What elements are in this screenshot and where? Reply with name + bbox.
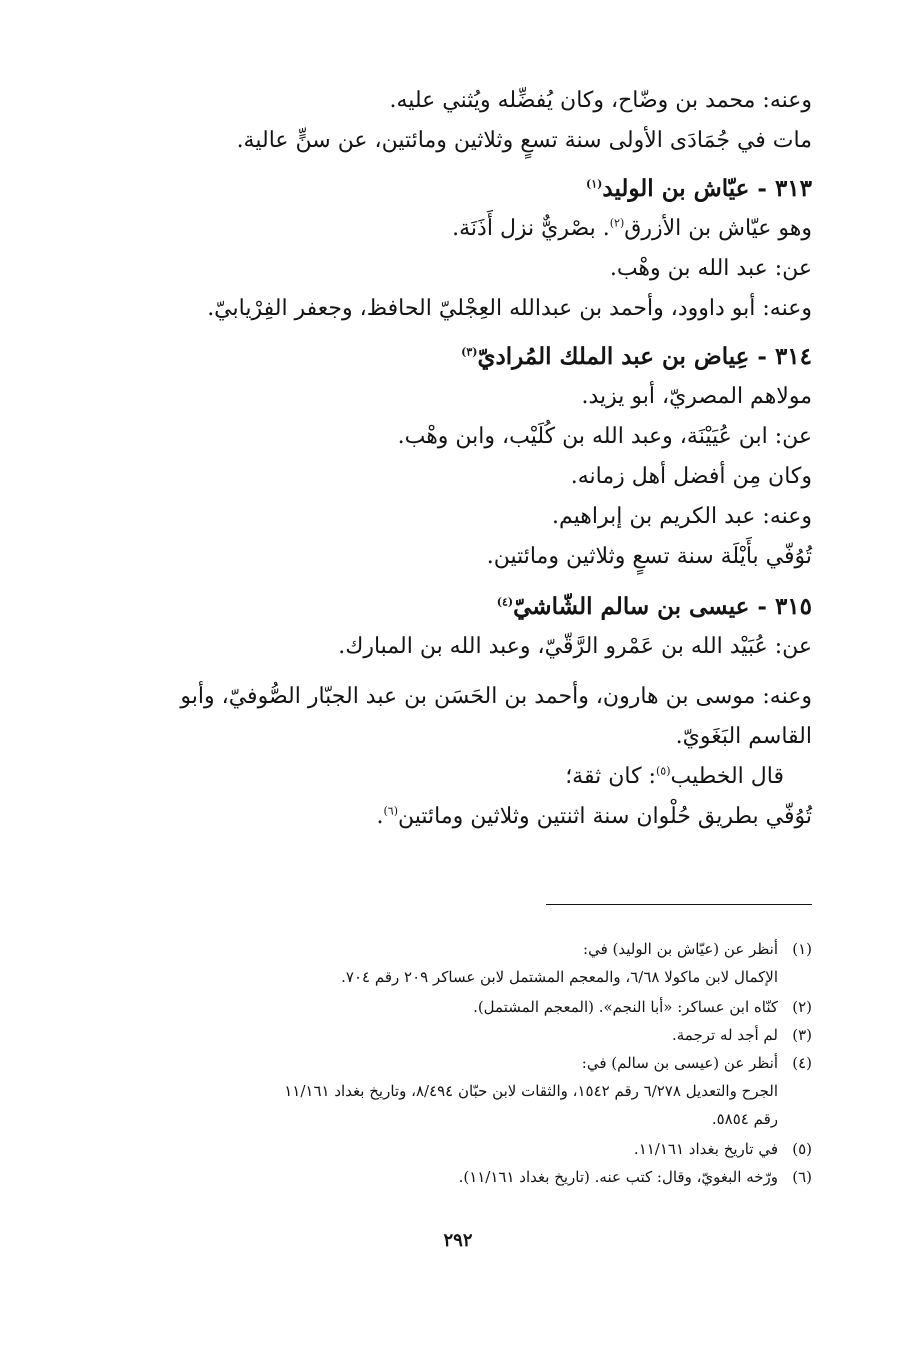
footnote-separator: [546, 904, 812, 905]
footnote-item: [634, 1138, 812, 1160]
text-line: عن: ابن عُيَيْنَة، وعبد الله بن كُلَيْب، وابن وهْب.: [397, 424, 812, 449]
text-line: [376, 802, 812, 832]
text-span: . بصْريٌّ نزل أَذَنَة.: [452, 216, 610, 241]
text-span: تُوُفّي بطريق حُلْوان سنة اثنتين وثلاثين ومائتين: [397, 804, 812, 829]
footnote-ref: (٢): [609, 216, 625, 230]
text-span: وهو عيّاش بن الأزرق: [624, 216, 812, 241]
text-line: مات في جُمَادَى الأولى سنة تسعٍ وثلاثين ومائتين، عن سنٍّ عالية.: [236, 128, 812, 153]
entry-heading-313: [586, 174, 812, 204]
footnote-item: [583, 938, 812, 960]
entry-heading-314: [461, 342, 812, 372]
text-span: .: [376, 804, 384, 829]
footnote-item: [582, 1052, 812, 1074]
text-line: تُوُفّي بأَيْلَة سنة تسعٍ وثلاثين ومائتين.: [486, 544, 812, 569]
text-line: [452, 214, 812, 244]
footnote-number: (١): [792, 940, 812, 958]
text-line: وعنه: أبو داوود، وأحمد بن عبدالله العِجْليّ الحافظ، وجعفر الفِرْيابيّ.: [207, 296, 812, 321]
footnote-item: [473, 996, 812, 1018]
footnote-ref: (٣): [461, 345, 478, 359]
footnote-text: أنظر عن (عيسى بن سالم) في:: [581, 1054, 778, 1072]
footnote-item: [672, 1024, 812, 1046]
footnote-text: في تاريخ بغداد ١١/١٦١.: [633, 1140, 778, 1158]
footnote-ref: (٥): [655, 764, 671, 778]
text-line: وعنه: موسى بن هارون، وأحمد بن الحَسَن بن عبد الجبّار الصُّوفيّ، وأبو: [180, 684, 812, 709]
footnote-number: (٣): [792, 1026, 812, 1044]
footnote-number: (٢): [792, 998, 812, 1016]
text-span: : كان ثقة؛: [565, 764, 656, 789]
text-line: القاسم البَغَويّ.: [675, 724, 812, 749]
heading-text: ٣١٤ - عِياض بن عبد الملك المُراديّ: [477, 343, 812, 370]
text-line: عن: عُبَيْد الله بن عَمْرو الرَّقّيّ، وعبد الله بن المبارك.: [338, 634, 812, 659]
footnote-ref: (١): [586, 177, 603, 191]
footnote-continuation: رقم ٥٨٥٤.: [711, 1110, 778, 1128]
footnote-item: [459, 1166, 812, 1188]
text-line: عن: عبد الله بن وهْب.: [609, 256, 812, 281]
footnote-continuation: الجرح والتعديل ٦/٢٧٨ رقم ١٥٤٢، والثقات لابن حبّان ٨/٤٩٤، وتاريخ بغداد ١١/١٦١: [284, 1082, 778, 1100]
heading-text: ٣١٥ - عيسى بن سالم الشّاشيّ: [513, 593, 812, 620]
text-span: قال الخطيب: [670, 764, 784, 789]
text-line: وكان مِن أفضل أهل زمانه.: [570, 464, 812, 489]
footnote-number: (٤): [792, 1054, 812, 1072]
footnote-number: (٥): [792, 1140, 812, 1158]
footnote-continuation: الإكمال لابن ماكولا ٦/٦٨، والمعجم المشتمل لابن عساكر ٢٠٩ رقم ٧٠٤.: [341, 968, 778, 986]
footnote-ref: (٦): [383, 804, 398, 818]
footnote-ref: (٤): [496, 595, 514, 609]
footnote-text: ورّخه البغويّ، وقال: كتب عنه. (تاريخ بغداد ١١/١٦١).: [458, 1168, 778, 1186]
footnote-text: لم أجد له ترجمة.: [672, 1026, 778, 1044]
text-line: وعنه: محمد بن وضّاح، وكان يُفضِّله ويُثني عليه.: [389, 88, 812, 113]
footnote-text: أنظر عن (عيّاش بن الوليد) في:: [583, 940, 778, 958]
text-line: مولاهم المصريّ، أبو يزيد.: [581, 384, 812, 409]
page-number: ٢٩٢: [443, 1230, 473, 1251]
entry-heading-315: [497, 592, 812, 622]
text-line: وعنه: عبد الكريم بن إبراهيم.: [552, 504, 812, 529]
text-line: [565, 762, 784, 792]
heading-text: ٣١٣ - عيّاش بن الوليد: [602, 175, 812, 202]
footnote-text: كنّاه ابن عساكر: «أبا النجم». (المعجم المشتمل).: [473, 998, 778, 1016]
footnote-number: (٦): [792, 1168, 812, 1186]
